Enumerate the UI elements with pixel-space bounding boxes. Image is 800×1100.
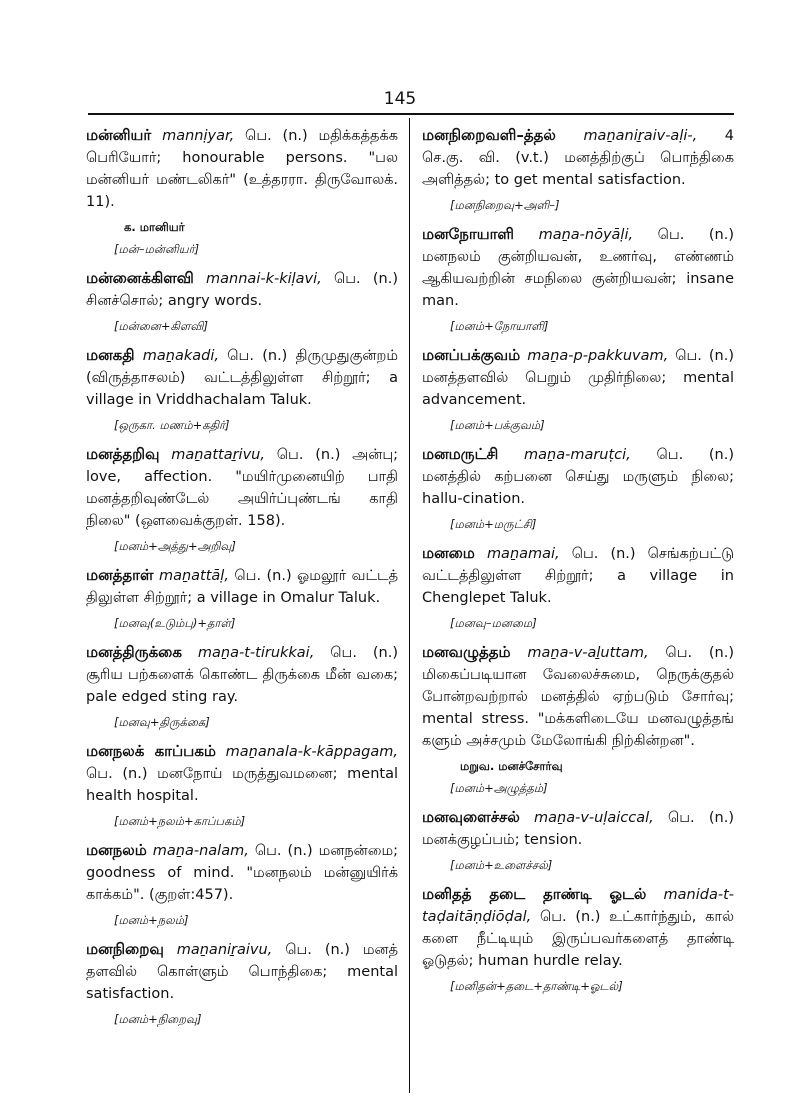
entry-body [86, 839, 398, 906]
definition: பெ. (n.) உட்கார்ந்தும், கால் களை நீட்டியும் இருப்பவர்களைத் தாண்டி ஓடுதல்; human hurdle relay. [422, 909, 734, 969]
transliteration: maṉaniṟaivu, [176, 942, 273, 958]
etymology: [மனம்+நோயாளி] [450, 319, 549, 333]
dictionary-entry [86, 641, 398, 730]
entry-body [86, 641, 398, 708]
entry-body [86, 740, 398, 807]
transliteration: maṉa-maruṭci, [524, 447, 631, 463]
page-number: 145 [383, 89, 417, 109]
dictionary-entry [422, 641, 734, 796]
definition: 4 செ.கு. வி. (v.t.) மனத்திற்குப் பொந்திகை அளித்தல்; to get mental satisfaction. [422, 128, 735, 188]
dictionary-entry [422, 223, 734, 334]
entry-body [422, 344, 734, 411]
transliteration: mannai-k-kiḷavi, [206, 271, 322, 287]
entry-body [422, 806, 734, 851]
entry-body [422, 124, 734, 191]
dictionary-entry [422, 883, 734, 994]
definition: பெ. (n.) மதிக்கத்தக்க பெரியோர்; honourable persons. "பல மன்னியர் மண்டலிகர்" (உத்தரரா. திருவோலக். 11). [86, 128, 399, 210]
entry-body [86, 564, 398, 609]
dictionary-entry [86, 344, 398, 433]
transliteration: maṉa-t-tirukkai, [197, 645, 315, 661]
dictionary-entry [422, 344, 734, 433]
transliteration: maṉanala-k-kāppagam, [225, 744, 398, 760]
etymology: [மனநிறைவு+அளி–] [450, 198, 560, 212]
headword: மனநிறைவு [86, 940, 164, 958]
dictionary-entry [422, 443, 734, 532]
dictionary-entry [86, 124, 398, 257]
entry-body [86, 344, 398, 411]
etymology: [ஒருகா. மணம்+கதிர்] [114, 418, 230, 432]
dictionary-entry [422, 806, 734, 873]
synonym-note: மறுவ. மனச்சோர்வு [460, 759, 563, 773]
entry-body [86, 267, 398, 312]
header-rule [88, 113, 734, 115]
headword: மனப்பக்குவம் [422, 346, 521, 364]
entry-body [422, 443, 734, 510]
headword: மனநலம் [86, 841, 147, 859]
transliteration: maṉattaṟivu, [171, 447, 265, 463]
dictionary-entry [86, 443, 398, 554]
definition: பெ. (n.) சூரிய பற்களைக் கொண்ட திருக்கை மீன் வகை; pale edged sting ray. [86, 645, 398, 705]
dictionary-entry [86, 839, 398, 928]
transliteration: maṉa-nalam, [152, 843, 249, 859]
headword: மன்னைக்கிளவி [86, 269, 194, 287]
entry-body [422, 883, 734, 972]
etymology: [மனவு(உடும்பு)+தாள்] [114, 616, 236, 630]
definition: பெ. (n.) மனக்குழப்பம்; tension. [422, 810, 734, 848]
transliteration: manida-t-taḍaitāṇḍiōḍal, [422, 887, 734, 925]
etymology: [மனம்+நிறைவு] [114, 1012, 202, 1026]
definition: பெ. (n.) சினச்சொல்; angry words. [86, 271, 398, 309]
dictionary-entry [86, 938, 398, 1027]
etymology: [மனம்+உளைச்சல்] [450, 858, 553, 872]
transliteration: maṉakadi, [142, 348, 219, 364]
definition: பெ. (n.) மனநோய் மருத்துவமனை; mental health hospital. [86, 766, 398, 804]
etymology: [மனம்+பக்குவம்] [450, 418, 545, 432]
definition: பெ. (n.) மனத்தளவில் பெறும் முதிர்நிலை; mental advancement. [422, 348, 734, 408]
dictionary-entry [422, 124, 734, 213]
etymology: [மனம்+அழுத்தம்] [450, 781, 548, 795]
dictionary-entry [86, 267, 398, 334]
dictionary-entry [86, 740, 398, 829]
transliteration: maṉaniṟaiv-aḷi-, [583, 128, 698, 144]
transliteration: mannịyar, [162, 128, 235, 144]
left-column [86, 124, 398, 1037]
right-column [422, 124, 734, 1004]
column-divider [409, 118, 410, 1093]
etymology: [மனம்+அத்து+அறிவு] [114, 539, 236, 553]
definition: பெ. (n.) செங்கற்பட்டு வட்டத்திலுள்ள சிற்றூர்; a village in Chenglepet Taluk. [422, 546, 735, 606]
definition: பெ. (n.) மனநலம் குன்றியவன், உணர்வு, எண்ணம் ஆகியவற்றின் சமநிலை குன்றியவன்; insane man. [422, 227, 735, 309]
headword: மனகதி [86, 346, 135, 364]
dictionary-entry [422, 542, 734, 631]
transliteration: maṉa-p-pakkuvam, [527, 348, 669, 364]
entry-body [422, 223, 734, 312]
headword: மன்னியர் [86, 126, 152, 144]
dictionary-entry [86, 564, 398, 631]
definition: பெ. (n.) திருமுதுகுன்றம் (விருத்தாசலம்) வட்டத்திலுள்ள சிற்றூர்; a village in Vriddhachalam Taluk. [86, 348, 398, 408]
transliteration: maṉa-nōyāḷi, [538, 227, 634, 243]
etymology: [மனிதன்+தடை+தாண்டி+ஓடல்] [450, 979, 623, 993]
etymology: [மன்னை+கிளவி] [114, 319, 208, 333]
cognate-note: க. மானியர் [124, 220, 185, 234]
headword: மனமை [422, 544, 475, 562]
entry-body [86, 938, 398, 1005]
headword: மனத்தாள் [86, 566, 154, 584]
headword: மனநோயாளி [422, 225, 515, 243]
headword: மனிதத் தடை தாண்டி ஓடல் [422, 885, 647, 903]
headword: மனத்தறிவு [86, 445, 160, 463]
etymology: [மனம்+நலம்] [114, 913, 189, 927]
headword: மனத்திருக்கை [86, 643, 182, 661]
etymology: [மனம்+நலம்+காப்பகம்] [114, 814, 246, 828]
etymology: [மனவு–மனமை] [450, 616, 537, 630]
etymology: [மன்–மன்னியர்] [114, 242, 200, 256]
headword: மனநலக் காப்பகம் [86, 742, 216, 760]
entry-body [422, 641, 734, 752]
entry-body [86, 124, 398, 213]
transliteration: maṉa-v-uḷaiccal, [534, 810, 654, 826]
transliteration: maṉamai, [486, 546, 560, 562]
transliteration: maṉattāḷ, [158, 568, 229, 584]
etymology: [மனம்+மருட்சி] [450, 517, 537, 531]
transliteration: maṉa-v-aḻuttam, [527, 645, 649, 661]
headword: மனமருட்சி [422, 445, 499, 463]
headword: மனவழுத்தம் [422, 643, 511, 661]
definition: பெ. (n.) மனநன்மை; goodness of mind. "மனநலம் மன்னுயிர்க் காக்கம்". (குறள்:457). [86, 843, 399, 903]
entry-body [422, 542, 734, 609]
definition: பெ. (n.) மிகைப்படியான வேலைச்சுமை, நெருக்குதல் போன்றவற்றால் மனத்தில் ஏற்படும் சோர்வு; mental stress. "மக்களிடையே மனவழுத்தங் களும் அச்சமும் மேலோங்கி நிற்கின்றன". [422, 645, 734, 749]
headword: மனநிறைவளி–த்தல் [422, 126, 556, 144]
entry-body [86, 443, 398, 532]
headword: மனவுளைச்சல் [422, 808, 520, 826]
definition: பெ. (n.) மனத் தளவில் கொள்ளும் பொந்திகை; mental satisfaction. [86, 942, 399, 1002]
definition: பெ. (n.) ஓமலூர் வட்டத் திலுள்ள சிற்றூர்; a village in Omalur Taluk. [86, 568, 399, 606]
definition: பெ. (n.) மனத்தில் கற்பனை செய்து மருளும் நிலை; hallu-cination. [422, 447, 735, 507]
definition: பெ. (n.) அன்பு; love, affection. "மயிர்முனையிற் பாதி மனத்தறிவுண்டேல் அயிர்ப்புண்டங் காதி நிலை" (ஔவைக்குறள். 158). [86, 447, 399, 529]
etymology: [மனவு+திருக்கை] [114, 715, 210, 729]
